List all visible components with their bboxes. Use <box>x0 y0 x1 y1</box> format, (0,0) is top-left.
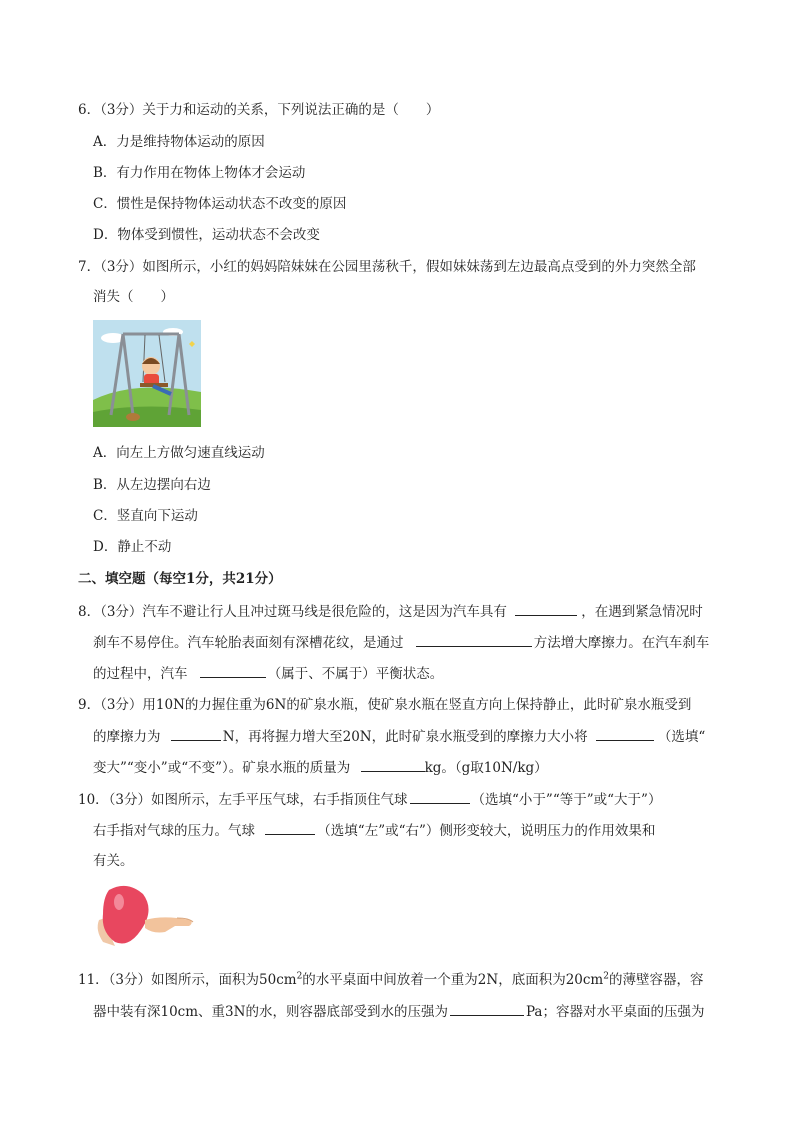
q11-line2 <box>93 1001 704 1022</box>
q8-line3 <box>93 663 443 684</box>
q10-text-1a: 10．（3分）如图所示，左手平压气球，右手指顶住气球 <box>78 792 408 808</box>
q11-text-2a: 器中装有深10cm、重3N的水，则容器底部受到水的压强为 <box>93 1004 448 1020</box>
q7-stem-line2: 消失（ ） <box>93 289 174 305</box>
q11-text-1c: 的薄壁容器，容 <box>608 972 704 988</box>
q8-blank-2[interactable] <box>416 632 532 647</box>
q8-text-3a: 的过程中，汽车 <box>93 666 188 682</box>
q11-sup-2: 2 <box>603 971 609 982</box>
section-heading: 二、填空题（每空1分，共21分） <box>78 571 282 587</box>
q9-blank-2[interactable] <box>596 726 654 741</box>
q9-text-3a: 变大”“变小”或“不变”）。矿泉水瓶的质量为 <box>93 760 351 776</box>
swing-illustration <box>93 320 201 427</box>
q10-text-1b: （选填“小于”“等于”或“大于”） <box>471 792 662 808</box>
q8-text-3b: （属于、不属于）平衡状态。 <box>267 666 444 682</box>
q10-line1 <box>78 789 661 810</box>
q7-option-c[interactable]: C．竖直向下运动 <box>93 508 198 524</box>
q11-blank-1[interactable] <box>450 1001 524 1016</box>
q6-option-c[interactable]: C．惯性是保持物体运动状态不改变的原因 <box>93 196 347 212</box>
q9-text-2a: 的摩擦力为 <box>93 729 161 745</box>
q10-text-2b: （选填“左”或“右”）侧形变较大，说明压力的作用效果和 <box>317 823 656 839</box>
q7-option-a[interactable]: A．向左上方做匀速直线运动 <box>93 445 265 461</box>
q9-text-2b: N，再将握力增大至20N，此时矿泉水瓶受到的摩擦力大小将 <box>222 729 588 745</box>
q9-line3 <box>93 757 548 778</box>
q9-blank-3[interactable] <box>361 757 425 772</box>
q8-blank-3[interactable] <box>200 663 266 678</box>
q11-text-1b: 的水平桌面中间放着一个重为2N，底面积为20cm <box>302 972 604 988</box>
q10-blank-1[interactable] <box>410 789 470 804</box>
q9-blank-1[interactable] <box>171 726 221 741</box>
q9-line1: 9．（3分）用10N的力握住重为6N的矿泉水瓶，使矿泉水瓶在竖直方向上保持静止，此时矿泉水瓶受到 <box>78 697 692 713</box>
q11-text-1a: 11．（3分）如图所示，面积为50cm <box>78 972 297 988</box>
q8-line1 <box>78 601 703 622</box>
q9-text-2c: （选填“ <box>657 729 706 745</box>
q8-text-1b: ，在遇到紧急情况时 <box>581 604 703 620</box>
q6-stem: 6．（3分）关于力和运动的关系，下列说法正确的是（ ） <box>78 102 440 118</box>
q8-line2 <box>93 632 709 653</box>
q10-line3: 有关。 <box>93 853 134 869</box>
q8-blank-1[interactable] <box>515 601 577 616</box>
q8-text-2b: 方法增大摩擦力。在汽车刹车 <box>533 635 710 651</box>
q8-text-1a: 8．（3分）汽车不避让行人且冲过斑马线是很危险的，这是因为汽车具有 <box>78 604 507 620</box>
q7-option-b[interactable]: B．从左边摆向右边 <box>93 477 211 493</box>
q7-option-d[interactable]: D．静止不动 <box>93 539 172 555</box>
q8-text-2a: 刹车不易停住。汽车轮胎表面刻有深槽花纹，是通过 <box>93 635 404 651</box>
q10-text-2a: 右手指对气球的压力。气球 <box>93 823 255 839</box>
balloon-illustration <box>93 880 195 948</box>
q10-blank-2[interactable] <box>265 820 315 835</box>
q6-option-d[interactable]: D．物体受到惯性，运动状态不会改变 <box>93 227 320 243</box>
q11-text-2b: Pa；容器对水平桌面的压强为 <box>525 1004 705 1020</box>
q9-line2 <box>93 726 705 747</box>
q6-option-b[interactable]: B．有力作用在物体上物体才会运动 <box>93 165 306 181</box>
q11-line1 <box>78 970 703 990</box>
q6-option-a[interactable]: A．力是维持物体运动的原因 <box>93 134 265 150</box>
q7-stem-line1: 7．（3分）如图所示，小红的妈妈陪妹妹在公园里荡秋千，假如妹妹荡到左边最高点受到的外力突然全部 <box>78 259 696 275</box>
q11-sup-1: 2 <box>296 971 303 982</box>
q9-text-3b: kg。（g取10N/kg） <box>424 760 548 776</box>
q10-line2 <box>93 820 655 841</box>
